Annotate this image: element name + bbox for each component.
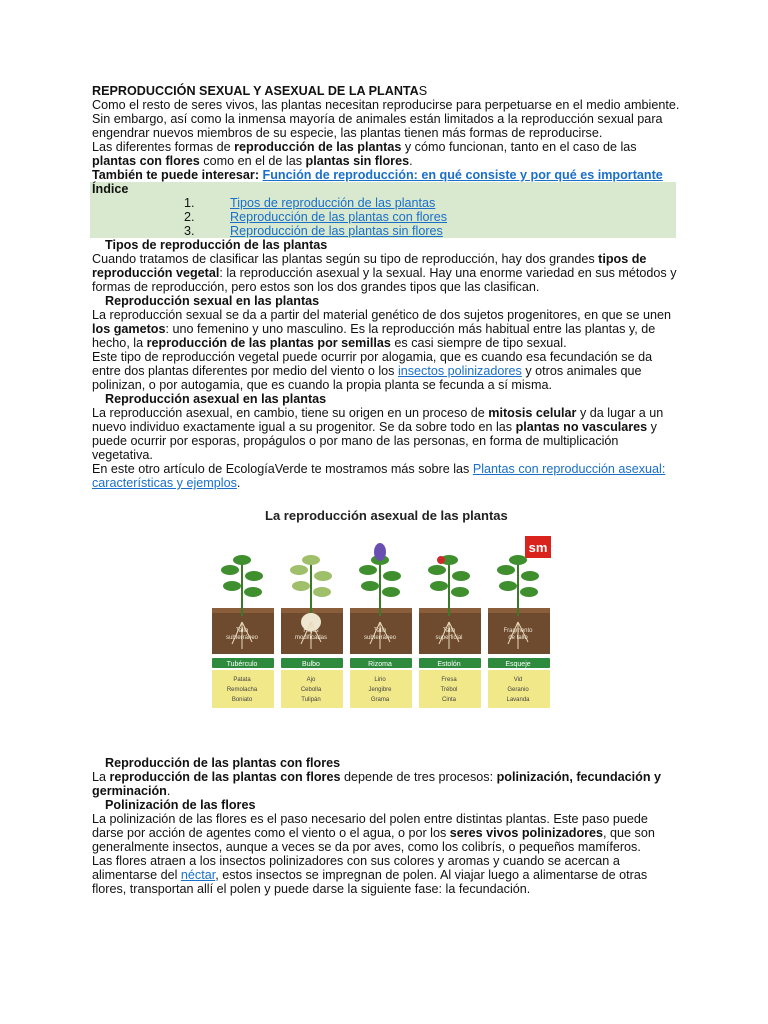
plant-leaf bbox=[383, 571, 401, 581]
plant-leaf bbox=[497, 565, 515, 575]
text-run: La polinización de las flores es el paso necesario del polen entre distintas plantas. Este paso puede darse por acción de agentes como el viento o el agua, o por los bbox=[92, 812, 648, 840]
alogamia-paragraph bbox=[92, 350, 682, 392]
plant-column bbox=[212, 555, 274, 708]
example-name: Lirio bbox=[374, 677, 386, 683]
document-body bbox=[92, 84, 682, 896]
plant-leaf bbox=[359, 565, 377, 575]
text-run: Las diferentes formas de bbox=[92, 140, 235, 154]
plant-leaf bbox=[452, 571, 470, 581]
toc-number: 2. bbox=[184, 210, 195, 224]
example-name: Tulipán bbox=[301, 697, 321, 703]
title-main: REPRODUCCIÓN SEXUAL Y ASEXUAL DE LA PLANTA bbox=[92, 84, 419, 98]
plant-leaf bbox=[223, 581, 241, 591]
sexual-paragraph bbox=[92, 308, 682, 350]
bold-run: seres vivos polinizadores bbox=[449, 826, 604, 840]
toc-number: 3. bbox=[184, 224, 195, 238]
asexual-article-link[interactable]: Plantas con reproducción asexual: características y ejemplos bbox=[92, 462, 666, 490]
text-run: : la reproducción asexual y la sexual. Hay una enorme variedad en sus métodos y formas de reproducción, pero estos son los dos grandes tipos que las clasifican. bbox=[92, 266, 677, 294]
text-run: La reproducción sexual se da a partir del material genético de dos sujetos progenitores, en que se unen bbox=[92, 308, 671, 322]
text-run: y da lugar a un nuevo individuo exactamente igual a su progenitor. Se da sobre todo en las bbox=[92, 406, 664, 434]
example-name: Patata bbox=[233, 677, 251, 683]
plant-leaf bbox=[244, 587, 262, 597]
toc-title: Índice bbox=[92, 182, 129, 196]
title-tail: S bbox=[418, 84, 428, 98]
text-run: . bbox=[236, 476, 241, 490]
plant-leaf bbox=[314, 571, 332, 581]
text-run: Este tipo de reproducción vegetal puede ocurrir por alogamia, que es cuando esa fecundación se da entre dos plantas diferentes por medio del viento o los bbox=[92, 350, 653, 378]
plant-leaf bbox=[245, 571, 263, 581]
plant-leaf bbox=[430, 581, 448, 591]
also-interesting bbox=[92, 168, 682, 182]
text-run: es casi siempre de tipo sexual. bbox=[390, 336, 567, 350]
plant-leaf bbox=[509, 555, 527, 565]
text-run: y cómo funcionan, tanto en el caso de las bbox=[401, 140, 637, 154]
example-name: Fresa bbox=[441, 677, 457, 683]
example-name: Geranio bbox=[507, 687, 529, 693]
plant-caption-line1: Tallo bbox=[373, 628, 387, 634]
nectar-link[interactable]: néctar bbox=[180, 868, 216, 882]
example-name: Boniato bbox=[231, 697, 253, 703]
plant-leaf bbox=[302, 555, 320, 565]
bold-run: tipos de reproducción vegetal bbox=[92, 252, 647, 280]
plant-leaf bbox=[382, 587, 400, 597]
text-run: . bbox=[166, 784, 171, 798]
bold-run: plantas no vasculares bbox=[515, 420, 648, 434]
heading-polinizacion: Polinización de las flores bbox=[105, 798, 256, 812]
plant-leaf bbox=[233, 555, 251, 565]
figure-illustration bbox=[200, 504, 560, 722]
tipos-paragraph bbox=[92, 252, 682, 294]
text-run: y otros animales que polinizan, o por autogamia, que es cuando la propia planta se fecunda a sí misma. bbox=[92, 364, 642, 392]
intro-paragraph: Como el resto de seres vivos, las plantas necesitan reproducirse para perpetuarse en el medio ambiente. Sin embargo, así como la inmensa mayoría de animales están limitados a la reproducción sexual para engendrar nuevos miembros de su especie, las plantas tienen más formas de reproducirse. bbox=[92, 98, 680, 140]
text-run: La bbox=[92, 770, 110, 784]
text-run: Las flores atraen a los insectos polinizadores con sus colores y aromas y cuando se acercan a alimentarse del bbox=[92, 854, 620, 882]
text-run: Cuando tratamos de clasificar las plantas según su tipo de reproducción, hay dos grandes bbox=[92, 252, 599, 266]
plant-column bbox=[488, 555, 550, 708]
plant-caption-line1: Tallo bbox=[442, 628, 456, 634]
bold-run: polinización, fecundación y germinación bbox=[92, 770, 662, 798]
plant-column bbox=[419, 555, 481, 708]
example-name: Cebolla bbox=[300, 687, 322, 693]
plant-leaf bbox=[499, 581, 517, 591]
text-run: , estos insectos se impregnan de polen. Al viajar luego a alimentarse de otras flores, transportan allí el polen y puede darse la siguiente fase: la fecundación. bbox=[92, 868, 648, 896]
heading-con-flores: Reproducción de las plantas con flores bbox=[105, 756, 341, 770]
type-label: Estolón bbox=[437, 661, 461, 668]
text-run: , que son generalmente insectos, aunque a veces se da por aves, como los colibrís, o pequeños mamíferos. bbox=[92, 826, 655, 854]
bold-run: plantas con flores bbox=[92, 154, 200, 168]
example-name: Vid bbox=[513, 677, 523, 683]
toc-link-con-flores[interactable]: Reproducción de las plantas con flores bbox=[230, 210, 448, 224]
bold-run: mitosis celular bbox=[488, 406, 577, 420]
asexual-paragraph bbox=[92, 406, 682, 462]
plant-caption-line2: superficial bbox=[435, 635, 463, 641]
toc-item bbox=[92, 224, 676, 238]
heading-sexual: Reproducción sexual en las plantas bbox=[105, 294, 320, 308]
plant-caption-line1: Fragmento bbox=[503, 628, 533, 634]
example-name: Jengibre bbox=[368, 687, 392, 693]
nectar-paragraph bbox=[92, 854, 682, 896]
text-run: depende de tres procesos: bbox=[340, 770, 497, 784]
also-label: También te puede interesar: bbox=[92, 168, 263, 182]
toc-item bbox=[92, 196, 676, 210]
example-name: Grama bbox=[370, 697, 390, 703]
text-run: : uno femenino y uno masculino. Es la reproducción más habitual entre las plantas y, de hecho, la bbox=[92, 322, 656, 350]
bold-run: los gametos bbox=[92, 322, 166, 336]
plant-caption-line2: subterráneo bbox=[225, 635, 259, 641]
asexual-reproduction-figure bbox=[92, 504, 682, 722]
bold-run: reproducción de las plantas por semillas bbox=[146, 336, 391, 350]
type-label: Bulbo bbox=[302, 661, 320, 668]
bold-run: reproducción de las plantas bbox=[234, 140, 402, 154]
plant-leaf bbox=[290, 565, 308, 575]
example-name: Lavanda bbox=[506, 697, 530, 703]
figure-title: La reproducción asexual de las plantas bbox=[265, 508, 508, 523]
con-flores-paragraph bbox=[92, 770, 682, 798]
heading-asexual: Reproducción asexual en las plantas bbox=[105, 392, 327, 406]
insectos-polinizadores-link[interactable]: insectos polinizadores bbox=[397, 364, 522, 378]
table-of-contents bbox=[90, 182, 676, 238]
plant-leaf bbox=[313, 587, 331, 597]
forms-paragraph bbox=[92, 140, 682, 168]
plant-caption-line2: subterráneo bbox=[363, 635, 397, 641]
plant-column bbox=[281, 555, 343, 708]
plant-leaf bbox=[521, 571, 539, 581]
polinizacion-paragraph bbox=[92, 812, 682, 854]
type-label: Tubérculo bbox=[226, 661, 258, 668]
plant-leaf bbox=[221, 565, 239, 575]
toc-item bbox=[92, 210, 676, 224]
toc-link-sin-flores[interactable]: Reproducción de las plantas sin flores bbox=[230, 224, 443, 238]
page-title bbox=[92, 84, 682, 98]
example-name: Ajo bbox=[306, 677, 316, 683]
text-run: . bbox=[409, 154, 413, 168]
toc-number: 1. bbox=[184, 196, 195, 210]
plant-caption-line2: modificadas bbox=[294, 635, 328, 641]
also-link[interactable]: Función de reproducción: en qué consiste y por qué es importante bbox=[262, 168, 663, 182]
plant-caption-line1: Tallo bbox=[235, 628, 249, 634]
iris-flower bbox=[374, 543, 386, 561]
toc-list bbox=[92, 196, 676, 238]
text-run: y puede ocurrir por esporas, propágulos o por mano de las personas, en forma de multiplicación vegetativa. bbox=[92, 420, 657, 462]
ecologiaverde-paragraph bbox=[92, 462, 682, 490]
plant-leaf bbox=[361, 581, 379, 591]
plant-caption-line1: Hojas bbox=[303, 628, 319, 634]
plant-column bbox=[350, 543, 412, 708]
plant-leaf bbox=[428, 565, 446, 575]
example-name: Remolacha bbox=[226, 687, 258, 693]
plant-leaf bbox=[292, 581, 310, 591]
bold-run: reproducción de las plantas con flores bbox=[109, 770, 341, 784]
type-label: Esqueje bbox=[505, 661, 531, 668]
bold-run: plantas sin flores bbox=[305, 154, 410, 168]
plant-leaf bbox=[451, 587, 469, 597]
example-name: Cinta bbox=[441, 697, 457, 703]
type-label: Rizoma bbox=[368, 661, 392, 668]
text-run: como en el de las bbox=[199, 154, 306, 168]
text-run: En este otro artículo de EcologíaVerde te mostramos más sobre las bbox=[92, 462, 473, 476]
strawberry bbox=[437, 556, 445, 564]
toc-link-tipos[interactable]: Tipos de reproducción de las plantas bbox=[230, 196, 436, 210]
plant-caption-line2: de tallo bbox=[508, 635, 528, 641]
plant-leaf bbox=[520, 587, 538, 597]
text-run: La reproducción asexual, en cambio, tiene su origen en un proceso de bbox=[92, 406, 489, 420]
sm-logo-text: sm bbox=[528, 540, 548, 555]
heading-tipos: Tipos de reproducción de las plantas bbox=[105, 238, 328, 252]
example-name: Trébol bbox=[440, 687, 458, 693]
